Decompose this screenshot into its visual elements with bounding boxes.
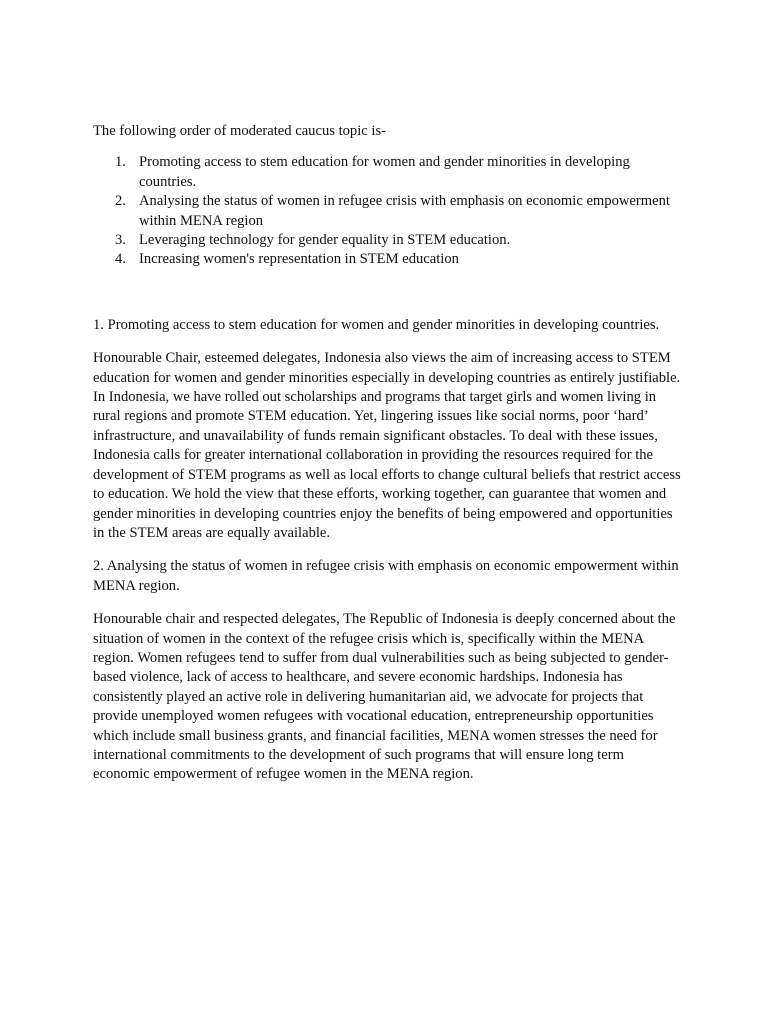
spacer [93, 270, 683, 316]
intro-text: The following order of moderated caucus topic is- [93, 123, 386, 139]
topic-text: Analysing the status of women in refugee crisis with emphasis on economic empowerment within MENA region [139, 193, 670, 229]
section-body: Honourable chair and respected delegates, The Republic of Indonesia is deeply concerned about the situation of women in the context of the refugee crisis which is, specifically within the MENA region. Women refugees tend to suffer from dual vulnerabilities such as being subjected to gender-based violence, lack of access to healthcare, and severe economic hardships. Indonesia has consistently played an active role in delivering humanitarian aid, we advocate for projects that provide unemployed women refugees with vocational education, entrepreneurship opportunities which include small business grants, and financial facilities, MENA women stresses the need for international commitments to the development of such programs that will ensure long term economic empowerment of refugee women in the MENA region. [93, 611, 676, 783]
topic-number: 4. [115, 251, 126, 268]
topic-list-item [93, 231, 683, 250]
topic-list-item [93, 153, 683, 192]
topic-list-item [93, 192, 683, 231]
spacer [93, 335, 683, 349]
topic-number: 3. [115, 232, 126, 249]
topic-text: Promoting access to stem education for women and gender minorities in developing countries. [139, 154, 630, 190]
spacer [93, 596, 683, 610]
topic-text: Leveraging technology for gender equality in STEM education. [139, 232, 511, 249]
topic-list-item [93, 250, 683, 269]
document-content [93, 122, 683, 785]
section-heading: 1. Promoting access to stem education for women and gender minorities in developing countries. [93, 316, 660, 333]
topic-list [93, 153, 683, 269]
topic-number: 2. [115, 193, 126, 210]
section-body: Honourable Chair, esteemed delegates, Indonesia also views the aim of increasing access to STEM education for women and gender minorities especially in developing countries as entirely justifiable. In Indonesia, we have rolled out scholarships and programs that target girls and women living in rural regions and promote STEM education. Yet, lingering issues like social norms, poor ‘hard’ infrastructure, and unavailability of funds remain significant obstacles. To deal with these issues, Indonesia calls for greater international collaboration in providing the resources required for the development of STEM programs as well as local efforts to change cultural beliefs that restrict access to education. We hold the view that these efforts, working together, can guarantee that women and gender minorities in developing countries enjoy the benefits of being empowered and opportunities in the STEM areas are equally available. [93, 350, 681, 541]
spacer [93, 543, 683, 557]
section-heading: 2. Analysing the status of women in refugee crisis with emphasis on economic empowerment within MENA region. [93, 558, 679, 594]
topic-number: 1. [115, 154, 126, 171]
topic-text: Increasing women's representation in STEM education [139, 251, 459, 268]
